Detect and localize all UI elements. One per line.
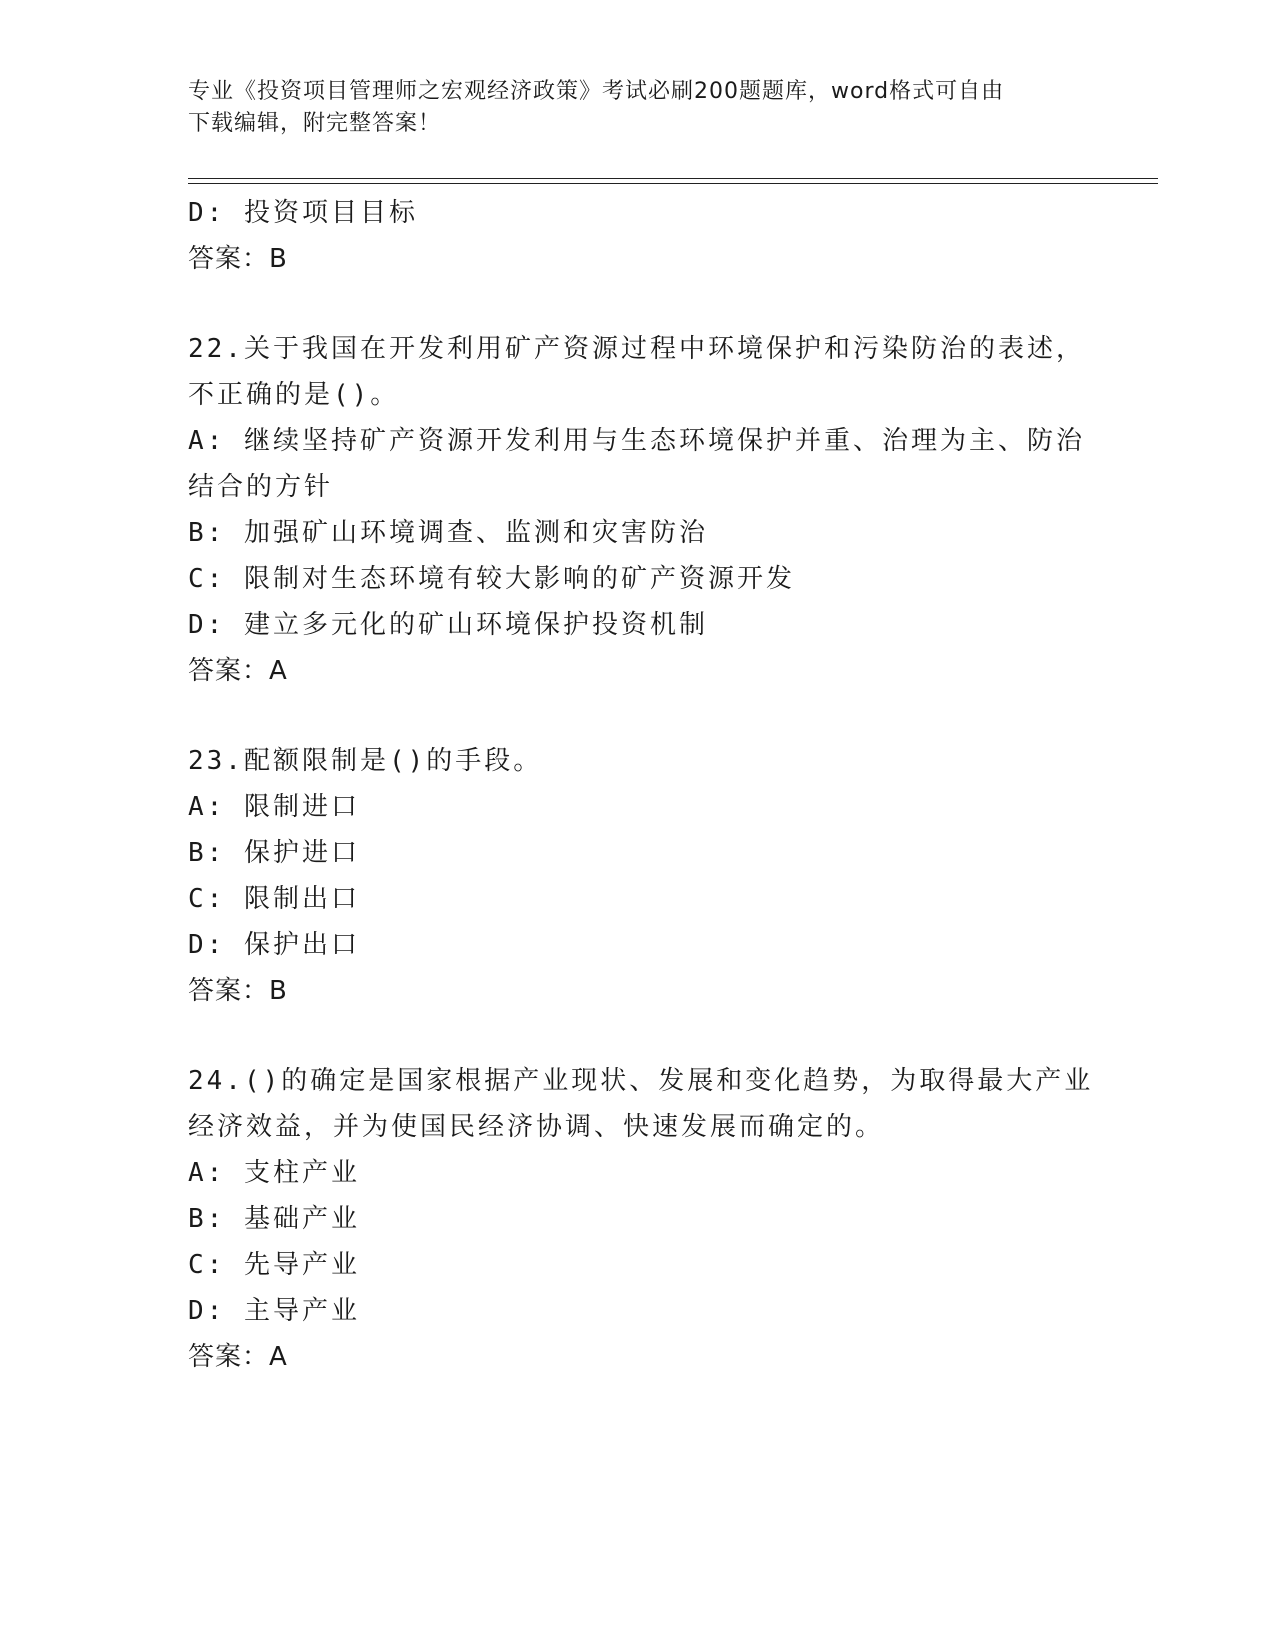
option-d: D: 主导产业: [188, 1296, 360, 1326]
question-stem-line-2: 经济效益，并为使国民经济协调、快速发展而确定的。: [188, 1112, 885, 1142]
question-stem-line-1: 24.()的确定是国家根据产业现状、发展和变化趋势，为取得最大产业: [188, 1066, 1094, 1096]
question-content: [188, 190, 1094, 1380]
header-divider-top: [188, 178, 1158, 179]
option-a-line-2: 结合的方针: [188, 472, 334, 502]
answer: 答案：B: [188, 976, 288, 1006]
answer: 答案：B: [188, 244, 288, 274]
header-title-line-1: 专业《投资项目管理师之宏观经济政策》考试必刷200题题库，word格式可自由: [188, 79, 1005, 104]
option-c: C: 先导产业: [188, 1250, 360, 1280]
header-title-line-2: 下载编辑，附完整答案！: [188, 111, 442, 136]
header-divider-bottom: [188, 183, 1158, 184]
option-b: B: 加强矿山环境调查、监测和灾害防治: [188, 518, 708, 548]
option-c: C: 限制出口: [188, 884, 360, 914]
option-a: A: 限制进口: [188, 792, 360, 822]
document-header: [188, 76, 1068, 140]
answer: 答案：A: [188, 1342, 288, 1372]
option-a: A: 支柱产业: [188, 1158, 360, 1188]
question-stem-line-1: 23.配额限制是()的手段。: [188, 746, 543, 776]
answer: 答案：A: [188, 656, 288, 686]
option-a-line-1: A: 继续坚持矿产资源开发利用与生态环境保护并重、治理为主、防治: [188, 426, 1085, 456]
option-b: B: 保护进口: [188, 838, 360, 868]
option-d: D: 建立多元化的矿山环境保护投资机制: [188, 610, 708, 640]
option-b: B: 基础产业: [188, 1204, 360, 1234]
question-24: [188, 1058, 1094, 1380]
question-22: [188, 326, 1088, 694]
option-d: D: 保护出口: [188, 930, 360, 960]
option-d: D: 投资项目目标: [188, 198, 418, 228]
partial-question: [188, 190, 1088, 282]
question-23: [188, 738, 1088, 1014]
question-stem-line-1: 22.关于我国在开发利用矿产资源过程中环境保护和污染防治的表述，: [188, 334, 1085, 364]
question-stem-line-2: 不正确的是()。: [188, 380, 400, 410]
option-c: C: 限制对生态环境有较大影响的矿产资源开发: [188, 564, 795, 594]
